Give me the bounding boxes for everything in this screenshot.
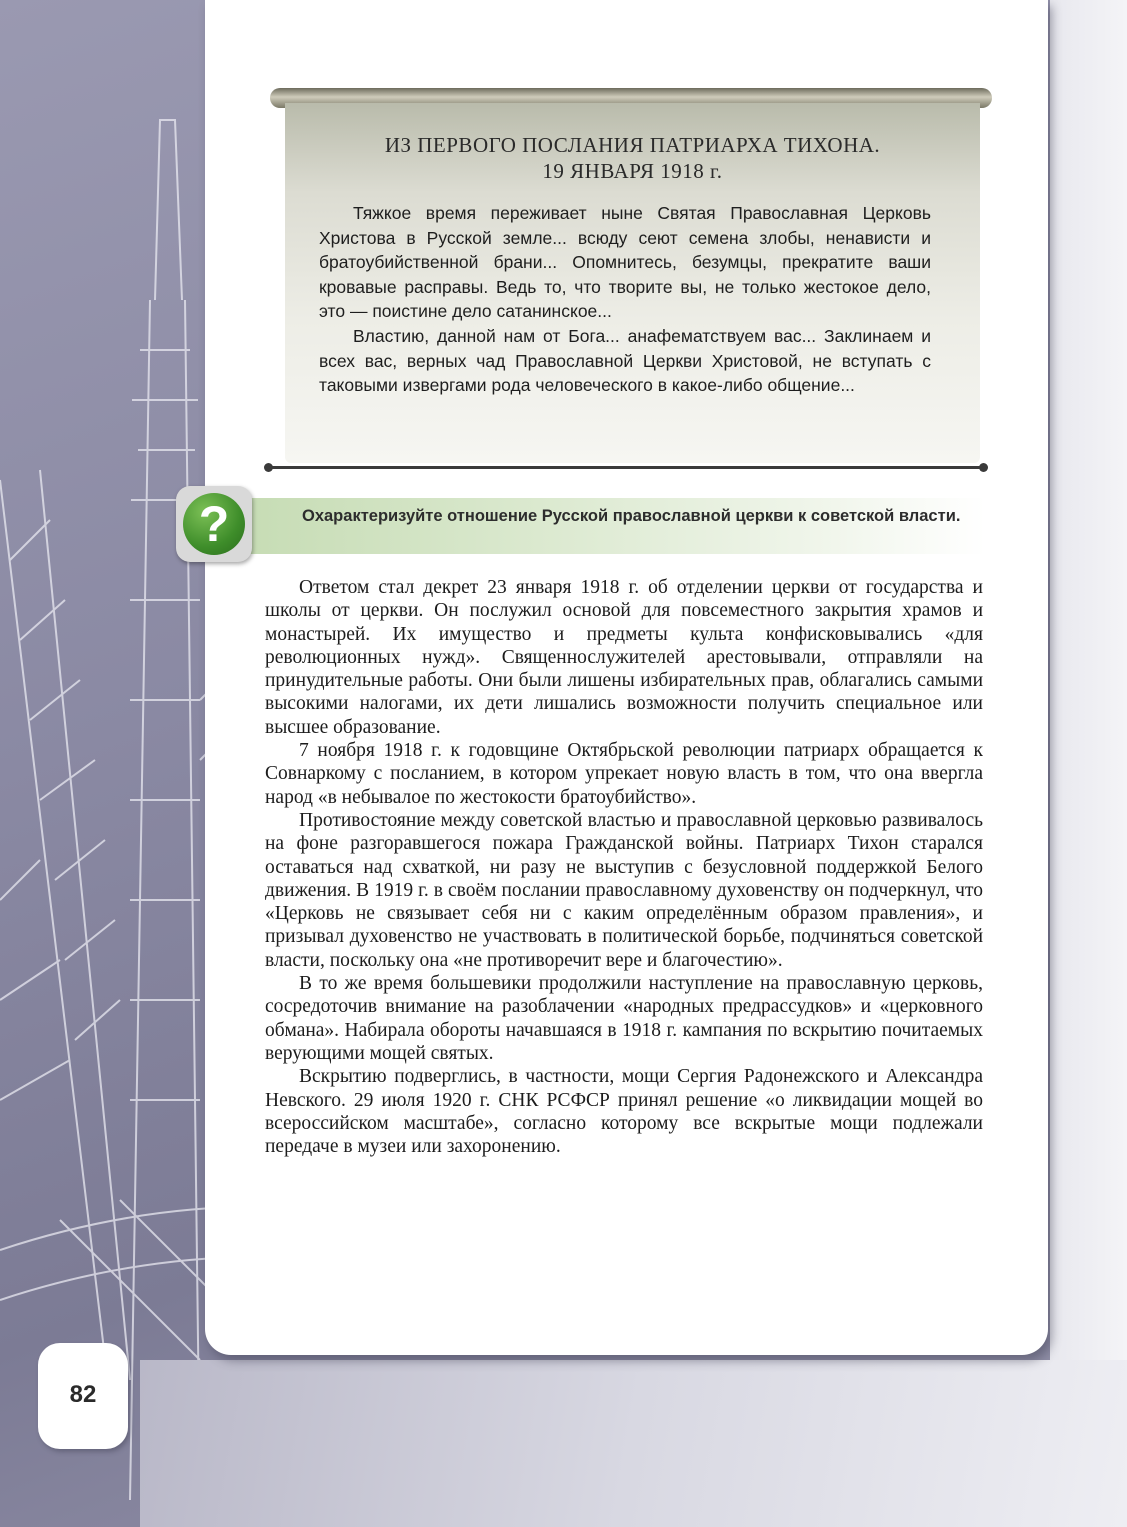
bottom-margin-strip: [140, 1360, 1127, 1527]
question-icon-box: [176, 486, 252, 562]
main-paragraph: Ответом стал декрет 23 января 1918 г. об отделении церкви от государства и школы от церкви. Он послужил основой для повсеместного закрытия храмов и монастырей. Их имущество и предметы культа конфисковывались «для революционных нужд». Священнослужителей арестовывали, отправляли на принудительные работы. Они были лишены избирательных прав, облагались самыми высокими налогами, их дети лишались возможности получить специальное или высшее образование.: [265, 577, 983, 738]
source-title: [300, 132, 965, 184]
source-title-line1: ИЗ ПЕРВОГО ПОСЛАНИЯ ПАТРИАРХА ТИХОНА.: [384, 133, 881, 157]
source-title-line2: 19 ЯНВАРЯ 1918 г.: [542, 159, 723, 183]
main-paragraph: В то же время большевики продолжили наступление на православную церковь, сосредоточив внимание на разоблачении «народных предрассудков» и «церковного обмана». Набирала обороты начавшаяся в 1918 г. кампания по вскрытию почитаемых верующими мощей святых.: [265, 973, 983, 1064]
page-number: 82: [69, 1381, 97, 1408]
question-mark-icon: ?: [183, 493, 245, 555]
page-number-box: [38, 1343, 128, 1449]
divider-dot-left: [264, 463, 273, 472]
main-paragraph: Противостояние между советской властью и православной церковью развивалось на фоне разгоравшегося пожара Гражданской войны. Патриарх Тихон старался оставаться над схваткой, ни разу не выступив с безусловной поддержкой Белого движения. В 1919 г. в своём послании православному духовенству он подчеркнул, что «Церковь не связывает себя ни с каким определённым образом правления», и призывал духовенство не участвовать в политической борьбе, подчиняться советской власти, поскольку она «не противоречит вере и благочестию».: [265, 809, 983, 971]
source-paragraph: Властию, данной нам от Бога... анафематствуем вас... Заклинаем и всех вас, верных чад Православной Церкви Христовой, не вступать с таковыми извергами рода человеческого в какое-либо общение...: [319, 325, 931, 396]
main-paragraph: Вскрытию подверглись, в частности, мощи Сергия Радонежского и Александра Невского. 29 июля 1920 г. СНК РСФСР принял решение «о ликвидации мощей во всероссийском масштабе», согласно которому все вскрытые мощи подлежали передаче в музеи или захоронению.: [265, 1066, 983, 1158]
question-text: Охарактеризуйте отношение Русской православной церкви к советской власти.: [302, 507, 961, 525]
main-paragraph: 7 ноября 1918 г. к годовщине Октябрьской революции патриарх обращается к Совнаркому с посланием, в котором упрекает новую власть в том, что она ввергла народ «в небывалое по жестокости братоубийство».: [265, 740, 983, 808]
main-text: [265, 576, 983, 1158]
divider-dot-right: [979, 463, 988, 472]
source-quote: [319, 201, 931, 398]
section-divider: [268, 466, 984, 469]
right-margin-strip: [1050, 0, 1127, 1527]
source-paragraph: Тяжкое время переживает ныне Святая Православная Церковь Христова в Русской земле... всюду сеют семена злобы, ненависти и братоубийственной брани... Опомнитесь, безумцы, прекратите ваши кровавые расправы. Ведь то, что творите вы, не только жестокое дело, это — поистине дело сатанинское...: [319, 203, 931, 322]
